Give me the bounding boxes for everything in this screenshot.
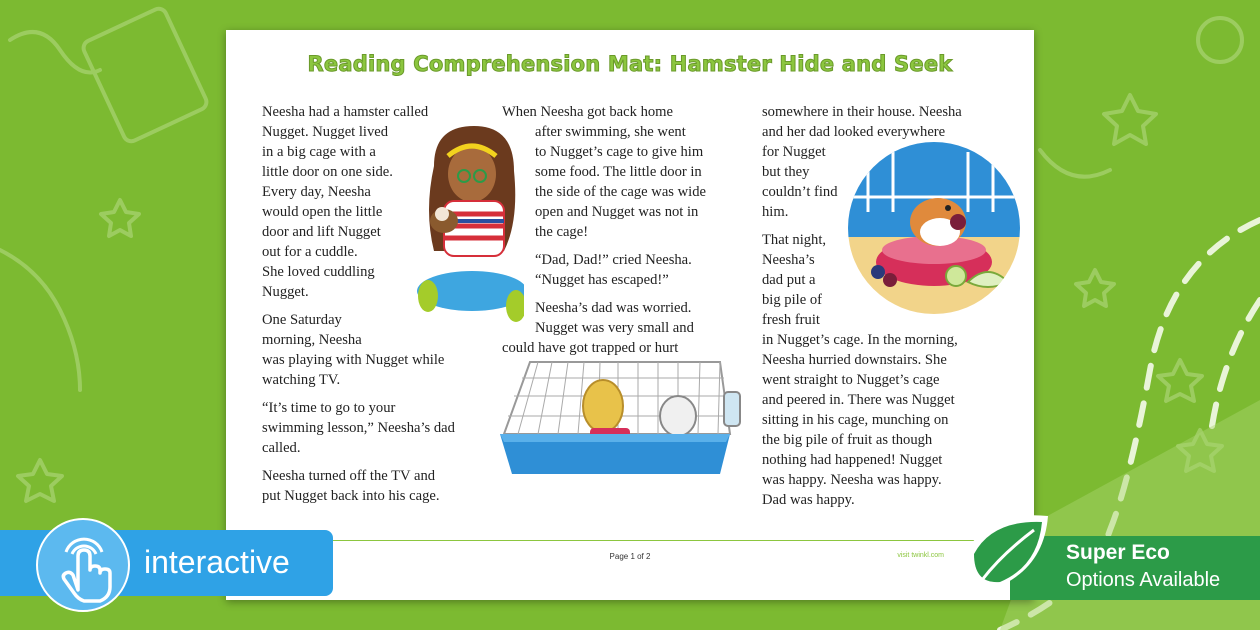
girl-with-hamster-illustration	[414, 126, 524, 326]
paragraph: One Saturday morning, Neesha was playing with Nugget while watching TV.	[262, 312, 445, 388]
text-column-2	[502, 102, 738, 366]
paragraph: Neesha turned off the TV and put Nugget back into his cage.	[262, 468, 440, 504]
worksheet-title: Reading Comprehension Mat: Hamster Hide and Seek	[307, 52, 953, 76]
website-link[interactable]: visit twinkl.com	[897, 552, 944, 559]
page-number: Page 1 of 2	[609, 552, 651, 561]
footer-divider	[262, 540, 998, 541]
touch-icon	[36, 518, 130, 612]
paragraph: That night, Neesha’s dad put a big pile of fresh fruit in Nugget’s cage. In the morning, Neesha hurried downstairs. She went straight to Nugget’s cage and peered in. There was Nugget sitting in his cage, munching on the big pile of fruit as though nothing had happened! Nugget was happy. Neesha was happy. Dad was happy.	[762, 232, 958, 508]
paragraph: Neesha’s dad was worried. Nugget was very small and could have got trapped or hurt	[502, 300, 694, 356]
hamster-cage-illustration	[498, 356, 750, 476]
paragraph: “It’s time to go to your swimming lesson,” Neesha’s dad called.	[262, 400, 455, 456]
eco-title: Super Eco	[1066, 541, 1170, 564]
leaf-icon	[960, 510, 1060, 600]
paragraph: When Neesha got back home after swimming, she went to Nugget’s cage to give him some food. The little door in the side of the cage was wide open and Nugget was not in the cage!	[502, 104, 707, 240]
star-doodle	[1104, 95, 1156, 144]
interactive-label: interactive	[144, 544, 290, 580]
paragraph: Neesha had a hamster called Nugget. Nugget lived in a big cage with a little door on one side. Every day, Neesha would open the little door and lift Nugget out for a cuddle. She loved cuddling Nugget.	[262, 104, 429, 300]
hamster-eating-illustration	[848, 142, 1020, 314]
worksheet-page	[226, 30, 1034, 600]
paragraph: somewhere in their house. Neesha and her dad looked everywhere for Nugget but they couldn’t find him.	[762, 104, 962, 220]
paragraph: “Dad, Dad!” cried Neesha. “Nugget has escaped!”	[535, 252, 692, 288]
eco-subtitle: Options Available	[1066, 569, 1221, 591]
